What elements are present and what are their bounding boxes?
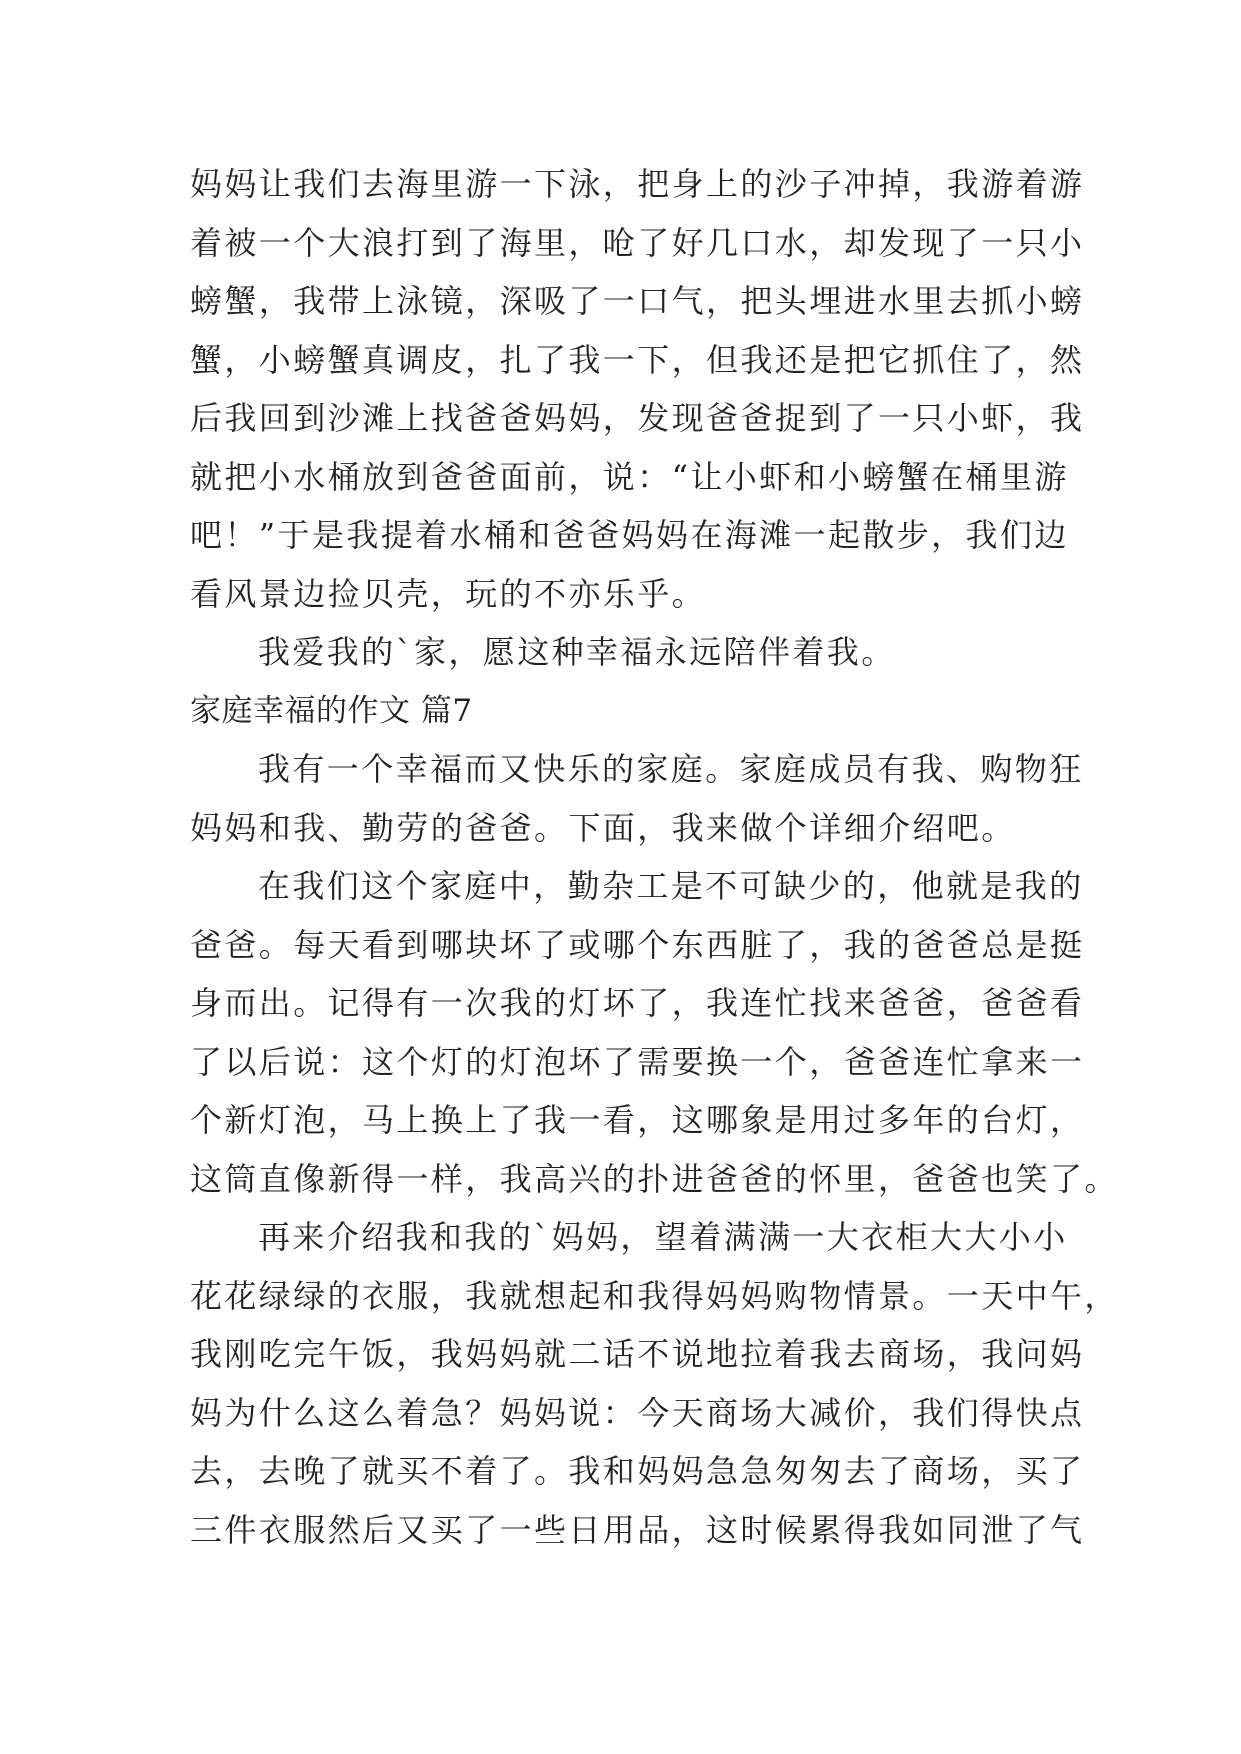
text-line: 三件衣服然后又买了一些日用品，这时候累得我如同泄了气 — [190, 1510, 1085, 1549]
text-line: 就把小水桶放到爸爸面前，说：“让小虾和小螃蟹在桶里游 — [190, 457, 1069, 496]
text-line: 身而出。记得有一次我的灯坏了，我连忙找来爸爸，爸爸看 — [190, 984, 1085, 1022]
text-line: 我刚吃完午饭，我妈妈就二话不说地拉着我去商场，我问妈 — [190, 1335, 1085, 1373]
text-line: 我爱我的`家，愿这种幸福永远陪伴着我。 — [258, 633, 896, 671]
text-line: 妈妈让我们去海里游一下泳，把身上的沙子冲掉，我游着游 — [190, 165, 1085, 203]
text-line: 妈为什么这么着急？妈妈说：今天商场大减价，我们得快点 — [190, 1393, 1085, 1432]
text-line: 在我们这个家庭中，勤杂工是不可缺少的，他就是我的 — [258, 867, 1084, 905]
text-line: 花花绿绿的衣服，我就想起和我得妈妈购物情景。一天中午， — [190, 1276, 1119, 1315]
text-line: 再来介绍我和我的`妈妈，望着满满一大衣柜大大小小 — [258, 1218, 1068, 1256]
section-heading: 家庭幸福的作文 篇7 — [190, 692, 473, 729]
text-line: 蟹，小螃蟹真调皮，扎了我一下，但我还是把它抓住了，然 — [190, 340, 1085, 379]
text-line: 螃蟹，我带上泳镜，深吸了一口气，把头埋进水里去抓小螃 — [190, 282, 1085, 320]
text-line: 个新灯泡，马上换上了我一看，这哪象是用过多年的台灯， — [190, 1101, 1085, 1139]
text-line: 去，去晚了就买不着了。我和妈妈急急匆匆去了商场，买了 — [190, 1452, 1085, 1490]
text-line: 了以后说：这个灯的灯泡坏了需要换一个，爸爸连忙拿来一 — [190, 1042, 1085, 1081]
text-line: 这筒直像新得一样，我高兴的扑进爸爸的怀里，爸爸也笑了。 — [190, 1159, 1119, 1198]
text-line: 我有一个幸福而又快乐的家庭。家庭成员有我、购物狂 — [258, 750, 1084, 788]
document-body — [190, 155, 1119, 1559]
text-line: 看风景边捡贝壳，玩的不亦乐乎。 — [190, 574, 707, 613]
text-line: 后我回到沙滩上找爸爸妈妈，发现爸爸捉到了一只小虾，我 — [190, 399, 1085, 437]
text-line: 吧！”于是我提着水桶和爸爸妈妈在海滩一起散步，我们边 — [190, 516, 1069, 554]
text-line: 着被一个大浪打到了海里，呛了好几口水，却发现了一只小 — [190, 223, 1085, 262]
text-line: 爸爸。每天看到哪块坏了或哪个东西脏了，我的爸爸总是挺 — [190, 925, 1085, 964]
text-line: 妈妈和我、勤劳的爸爸。下面，我来做个详细介绍吧。 — [190, 808, 1016, 847]
